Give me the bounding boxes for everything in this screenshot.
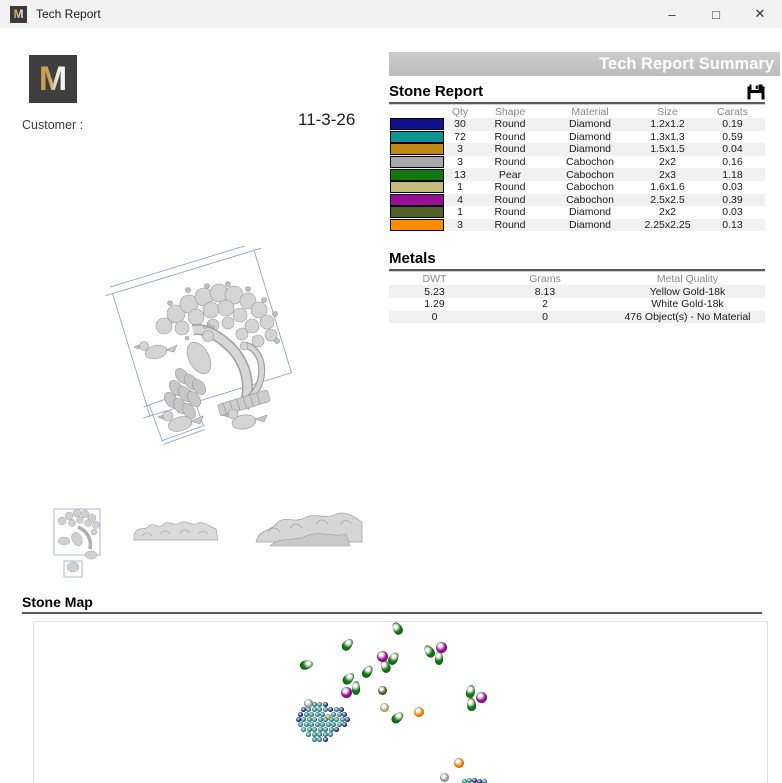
stone-map-stone-teal xyxy=(320,712,325,717)
metal-col-metal-quality: Metal Quality xyxy=(656,272,719,285)
customer-label: Customer : xyxy=(22,118,84,132)
stone-map-stone-teal xyxy=(329,717,334,722)
qty-cell: 13 xyxy=(454,168,466,181)
qty-cell: 30 xyxy=(454,118,466,131)
stone-map-stone-teal xyxy=(317,707,322,712)
material-cell: Cabochon xyxy=(566,193,614,206)
stone-map-stone-olive xyxy=(378,686,387,695)
stone-report-row xyxy=(389,118,765,131)
stone-map-stone-teal xyxy=(340,717,345,722)
stone-map-stone-teal xyxy=(315,712,320,717)
stone-map-stone-green xyxy=(339,637,354,653)
stone-map-stone-green xyxy=(435,651,444,664)
shape-cell: Round xyxy=(494,118,526,131)
material-cell: Cabochon xyxy=(566,156,614,169)
stone-col-material: Material xyxy=(571,105,609,118)
stone-map-stone-silver xyxy=(440,773,449,782)
floppy-disk-icon xyxy=(747,84,765,100)
stone-map-stone-teal xyxy=(323,707,328,712)
stone-col-carats: Carats xyxy=(717,105,748,118)
metals-title: Metals xyxy=(389,250,436,268)
stone-map-stone-teal xyxy=(462,779,467,783)
window-title: Tech Report xyxy=(36,7,101,21)
stone-map-stone-teal xyxy=(329,727,334,732)
stone-map-stone-teal xyxy=(312,737,317,742)
title-bar xyxy=(0,0,782,28)
stone-map-stone-teal xyxy=(298,722,303,727)
stone-map-stone-purple xyxy=(377,651,388,662)
size-cell: 2.25x2.25 xyxy=(644,219,691,232)
stone-map-stone-navy xyxy=(339,707,344,712)
stone-map-stone-teal xyxy=(328,732,333,737)
close-button[interactable]: ✕ xyxy=(754,6,766,21)
stone-map-stone-green xyxy=(299,659,314,671)
thumbnail-front-view xyxy=(50,503,112,588)
stone-map-rule xyxy=(22,612,762,614)
stone-report-row xyxy=(389,181,765,194)
stone-map-stone-navy xyxy=(342,712,347,717)
material-cell: Diamond xyxy=(568,219,612,232)
stone-col-qty: Qty xyxy=(451,105,469,118)
stone-color-swatch xyxy=(390,181,444,193)
stone-map-stone-purple xyxy=(436,642,447,653)
stone-map-stone-teal xyxy=(309,712,314,717)
stone-map-stone-navy xyxy=(323,737,328,742)
qty-cell: 3 xyxy=(457,143,463,156)
stone-map-stone-purple xyxy=(476,692,487,703)
metals-row xyxy=(389,298,765,311)
shape-cell: Round xyxy=(494,193,526,206)
metal-quality-cell: Yellow Gold-18k xyxy=(649,285,726,298)
stone-report-row xyxy=(389,131,765,144)
save-button[interactable] xyxy=(746,83,765,100)
stone-map-stone-teal xyxy=(301,727,306,732)
material-cell: Diamond xyxy=(568,130,612,143)
window-controls xyxy=(650,0,782,28)
size-cell: 2.5x2.5 xyxy=(650,193,685,206)
stone-report-row xyxy=(389,156,765,169)
stone-map-stone-teal xyxy=(301,717,306,722)
stone-color-swatch xyxy=(390,219,444,231)
stone-map-stone-teal xyxy=(326,722,331,727)
metals-table xyxy=(389,272,765,323)
size-cell: 2x2 xyxy=(659,206,676,219)
size-cell: 2x3 xyxy=(659,168,676,181)
stone-map-stone-green xyxy=(466,698,476,712)
stone-report-row xyxy=(389,143,765,156)
stone-color-swatch xyxy=(390,194,444,206)
stone-map-stone-teal xyxy=(318,727,323,732)
stone-map-stone-green xyxy=(390,621,404,637)
material-cell: Cabochon xyxy=(566,168,614,181)
stone-map-title: Stone Map xyxy=(22,594,93,610)
thumbnail-top-view xyxy=(130,512,222,546)
metal-quality-cell: 476 Object(s) - No Material xyxy=(624,310,751,323)
stone-map-stone-teal xyxy=(307,727,312,732)
stone-map-stone-teal xyxy=(309,722,314,727)
grams-cell: 8.13 xyxy=(534,285,556,298)
stone-color-swatch xyxy=(390,206,444,218)
dwt-cell: 0 xyxy=(431,310,438,323)
material-cell: Diamond xyxy=(568,143,612,156)
stone-map-stone-teal xyxy=(318,717,323,722)
shape-cell: Round xyxy=(494,156,526,169)
metals-row xyxy=(389,285,765,298)
dwt-cell: 5.23 xyxy=(424,285,445,298)
grams-cell: 2 xyxy=(542,298,548,311)
stone-col-size: Size xyxy=(657,105,678,118)
stone-report-row xyxy=(389,206,765,219)
stone-map-stone-teal xyxy=(467,778,472,783)
stone-map-stone-teal xyxy=(306,732,311,737)
summary-banner: Tech Report Summary xyxy=(389,52,780,76)
size-cell: 1.6x1.6 xyxy=(650,181,685,194)
material-cell: Diamond xyxy=(568,206,612,219)
stone-map-stone-teal xyxy=(312,727,317,732)
stone-report-row xyxy=(389,168,765,181)
carats-cell: 0.03 xyxy=(722,206,743,219)
stone-table-header xyxy=(389,105,765,118)
carats-cell: 0.13 xyxy=(722,219,743,232)
bird-left xyxy=(134,342,177,361)
maximize-button[interactable]: □ xyxy=(712,6,720,22)
grams-cell: 0 xyxy=(542,310,548,323)
stone-map-stone-navy xyxy=(472,778,477,783)
stone-map-stone-navy xyxy=(323,702,328,707)
carats-cell: 0.04 xyxy=(722,143,743,156)
stone-map-stone-teal xyxy=(306,707,311,712)
stone-map-stone-orange xyxy=(414,707,424,717)
company-logo xyxy=(29,55,77,103)
dwt-cell: 1.29 xyxy=(424,298,445,311)
qty-cell: 4 xyxy=(457,193,463,206)
carats-cell: 0.59 xyxy=(722,130,743,143)
metal-col-grams: Grams xyxy=(529,272,561,285)
carats-cell: 0.16 xyxy=(722,156,743,169)
app-icon-letter: M xyxy=(13,7,24,21)
stone-map-stone-navy xyxy=(298,712,303,717)
stone-map-canvas xyxy=(33,621,768,783)
size-cell: 1.3x1.3 xyxy=(650,130,685,143)
stone-map-stone-teal xyxy=(331,712,336,717)
thumbnail-angled-view xyxy=(250,502,368,550)
size-cell: 2x2 xyxy=(659,156,676,169)
stone-map-stone-orange xyxy=(454,758,464,768)
metal-col-dwt: DWT xyxy=(422,272,447,285)
company-logo-letter: M xyxy=(38,60,68,98)
app-m-icon xyxy=(10,6,27,23)
size-cell: 1.5x1.5 xyxy=(650,143,685,156)
metal-quality-cell: White Gold-18k xyxy=(651,298,724,311)
stone-map-stone-khaki xyxy=(380,703,389,712)
shape-cell: Pear xyxy=(498,168,522,181)
stone-map-stone-navy xyxy=(328,707,333,712)
stone-map-stone-teal xyxy=(482,779,487,783)
carats-cell: 0.39 xyxy=(722,193,743,206)
qty-cell: 1 xyxy=(457,181,463,194)
material-cell: Cabochon xyxy=(566,181,614,194)
stone-map-stone-green xyxy=(352,681,361,694)
stone-map-stone-navy xyxy=(296,717,301,722)
minimize-button[interactable]: – xyxy=(668,6,676,22)
stone-map-stone-navy xyxy=(342,722,347,727)
stone-map-stone-navy xyxy=(345,717,350,722)
stone-map-stone-teal xyxy=(323,717,328,722)
stone-map-stone-teal xyxy=(312,702,317,707)
stone-report-row xyxy=(389,219,765,232)
stone-color-swatch xyxy=(390,169,444,181)
stone-map-stone-teal xyxy=(337,712,342,717)
stone-report-row xyxy=(389,194,765,207)
stone-map-stone-navy xyxy=(301,707,306,712)
stone-map-stone-teal xyxy=(312,732,317,737)
tree-of-life-model xyxy=(134,282,280,434)
stone-map-stone-navy xyxy=(334,727,339,732)
metals-table-header xyxy=(389,272,765,285)
material-cell: Diamond xyxy=(568,118,612,131)
stone-map-stone-purple xyxy=(341,687,352,698)
stone-map-stone-teal xyxy=(312,707,317,712)
stone-col-shape: Shape xyxy=(494,105,526,118)
stone-color-swatch xyxy=(390,156,444,168)
shape-cell: Round xyxy=(494,206,526,219)
model-render xyxy=(92,246,324,446)
carats-cell: 1.18 xyxy=(722,168,743,181)
stone-map-stone-teal xyxy=(304,712,309,717)
stone-map-stone-teal xyxy=(323,732,328,737)
stone-map-stone-teal xyxy=(304,722,309,727)
stone-map-stone-teal xyxy=(331,722,336,727)
stone-map-stone-teal xyxy=(337,722,342,727)
stone-map-stone-navy xyxy=(477,779,482,783)
shape-cell: Round xyxy=(494,219,526,232)
stone-map-stone-teal xyxy=(312,717,317,722)
stone-map-stone-teal xyxy=(317,737,322,742)
size-cell: 1.2x1.2 xyxy=(650,118,685,131)
stone-map-stone-teal xyxy=(307,717,312,722)
shape-cell: Round xyxy=(494,181,526,194)
carats-cell: 0.03 xyxy=(722,181,743,194)
report-date: 11-3-26 xyxy=(298,110,356,129)
qty-cell: 72 xyxy=(454,130,466,143)
stone-map-stone-teal xyxy=(317,702,322,707)
bird-bottom-right xyxy=(223,409,267,431)
stone-map-stone-teal xyxy=(334,717,339,722)
stone-color-swatch xyxy=(390,143,444,155)
stone-map-stone-green xyxy=(360,664,375,680)
stone-color-swatch xyxy=(390,118,444,130)
qty-cell: 3 xyxy=(457,219,463,232)
qty-cell: 3 xyxy=(457,156,463,169)
stone-map-stone-teal xyxy=(315,722,320,727)
stone-map-stone-teal xyxy=(317,732,322,737)
stone-map-stone-teal xyxy=(320,722,325,727)
stone-map-stone-green xyxy=(389,710,405,725)
summary-panel xyxy=(389,52,780,323)
stone-map-stone-teal xyxy=(334,707,339,712)
stone-report-title: Stone Report xyxy=(389,83,484,100)
stone-map-stone-teal xyxy=(323,727,328,732)
shape-cell: Round xyxy=(494,130,526,143)
bird-bottom-left xyxy=(158,411,203,434)
stone-report-table xyxy=(389,105,765,231)
metals-row xyxy=(389,311,765,324)
stone-color-swatch xyxy=(390,131,444,143)
qty-cell: 1 xyxy=(457,206,463,219)
shape-cell: Round xyxy=(494,143,526,156)
carats-cell: 0.19 xyxy=(722,118,743,131)
